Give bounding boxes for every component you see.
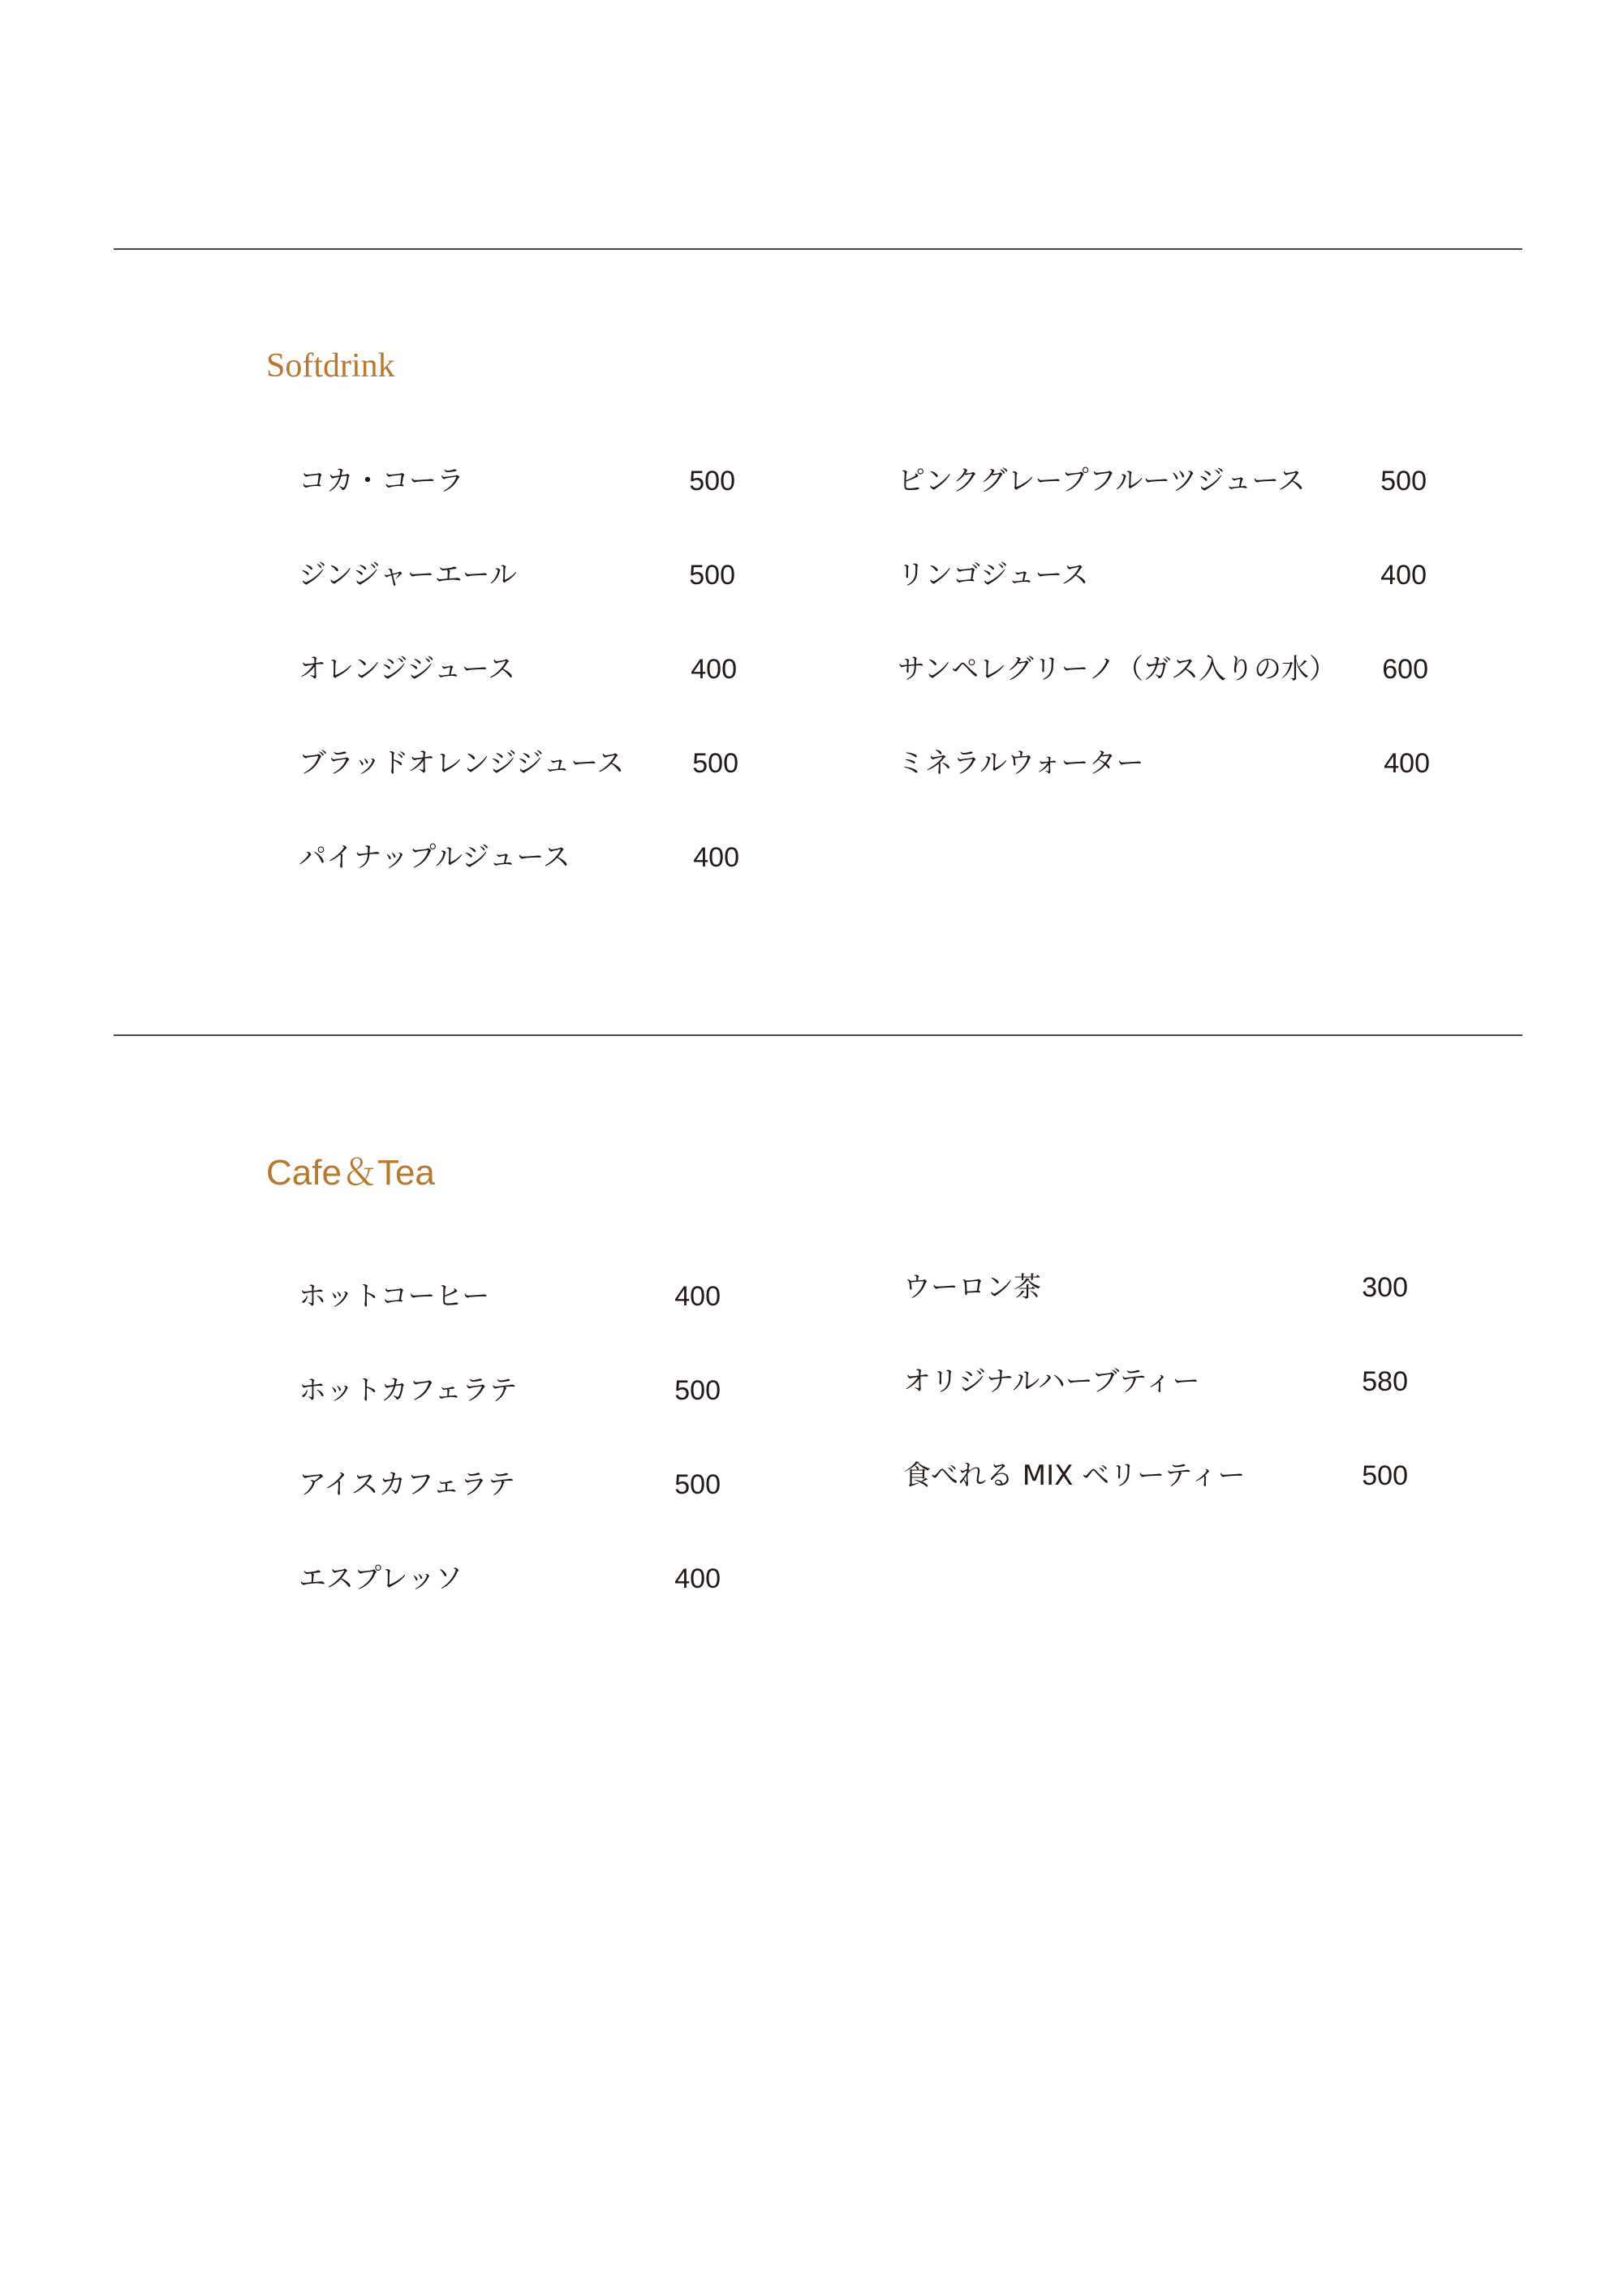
menu-item-name: パイナップルジュース — [299, 841, 570, 874]
section-divider-middle — [114, 1034, 1522, 1036]
menu-item-price: 500 — [674, 1469, 721, 1500]
menu-item-name: アイスカフェラテ — [299, 1468, 515, 1501]
menu-item-price: 500 — [689, 560, 735, 591]
menu-item-name: ブラッドオレンジジュース — [299, 747, 625, 780]
menu-item — [903, 1267, 1408, 1308]
menu-item-price: 500 — [1380, 466, 1427, 497]
menu-item-name: サンペレグリーノ（ガス入りの水） — [898, 653, 1337, 686]
menu-item-name: ホットコーヒー — [299, 1280, 490, 1313]
menu-item — [898, 461, 1427, 501]
menu-item-price: 580 — [1362, 1366, 1408, 1397]
menu-item-price: 600 — [1382, 654, 1428, 685]
menu-item-price: 400 — [693, 842, 739, 873]
menu-item — [898, 743, 1430, 784]
menu-item-price: 500 — [692, 748, 738, 779]
menu-item — [903, 1361, 1408, 1402]
menu-item-price: 500 — [689, 466, 735, 497]
menu-item — [299, 1559, 721, 1599]
menu-item-name: オリジナルハーブティー — [903, 1365, 1200, 1398]
menu-item-price: 300 — [1362, 1272, 1408, 1303]
menu-item-name: ピンクグレープフルーツジュース — [898, 465, 1306, 497]
menu-item-name: ミネラルウォーター — [898, 747, 1144, 780]
menu-item — [898, 555, 1427, 595]
section-title-cafe-tea: Cafe＆Tea — [266, 1153, 435, 1193]
menu-item-price: 500 — [1362, 1460, 1408, 1491]
menu-item-name: ホットカフェラテ — [299, 1374, 518, 1407]
menu-item — [299, 1464, 721, 1505]
menu-item — [299, 1276, 721, 1317]
menu-item-name: ウーロン茶 — [903, 1271, 1041, 1304]
menu-item-name: ジンジャーエール — [299, 559, 517, 591]
menu-item-price: 400 — [1384, 748, 1430, 779]
menu-item — [903, 1455, 1408, 1496]
menu-item — [299, 837, 739, 878]
section-divider-top — [114, 248, 1522, 250]
menu-item-price: 400 — [691, 654, 737, 685]
menu-item-name: エスプレッソ — [299, 1563, 463, 1595]
menu-item-price: 400 — [1380, 560, 1427, 591]
menu-item-name: 食べれる MIX ベリーティー — [903, 1460, 1246, 1492]
section-title-softdrink: Softdrink — [266, 347, 395, 385]
menu-item — [299, 461, 735, 501]
menu-item — [299, 1370, 721, 1411]
menu-item-price: 400 — [674, 1563, 721, 1594]
menu-item — [299, 555, 735, 595]
menu-item-price: 400 — [674, 1281, 721, 1312]
menu-item-name: コカ・コーラ — [299, 465, 464, 497]
menu-item — [299, 649, 737, 690]
menu-item-price: 500 — [674, 1375, 721, 1406]
menu-item-name: リンゴジュース — [898, 559, 1089, 591]
menu-item — [299, 743, 738, 784]
menu-item-name: オレンジジュース — [299, 653, 516, 686]
menu-item — [898, 649, 1428, 690]
